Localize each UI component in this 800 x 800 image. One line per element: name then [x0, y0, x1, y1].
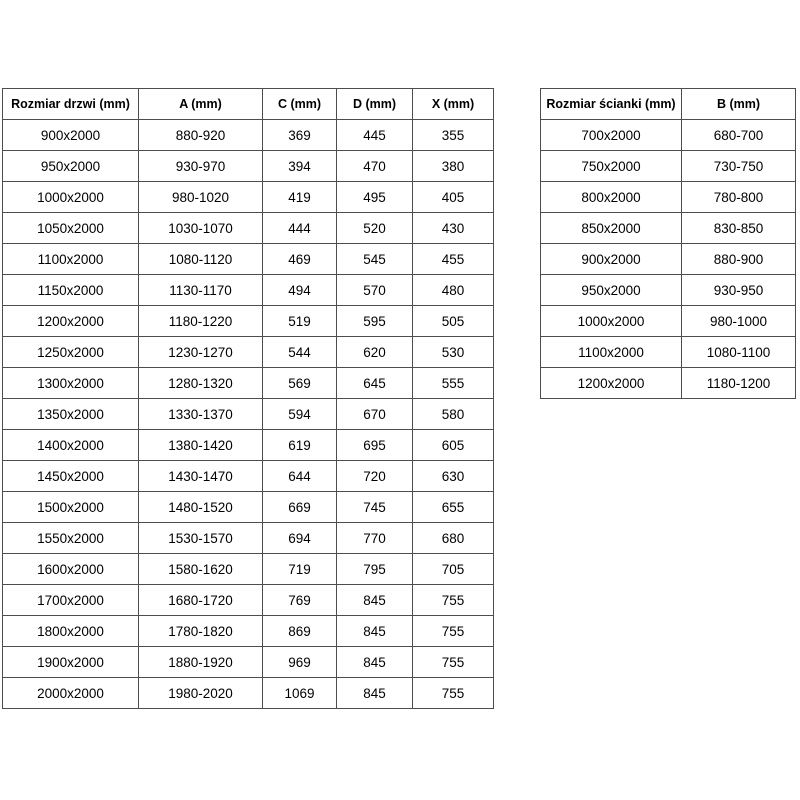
table-cell: 1280-1320: [139, 368, 263, 399]
table-row: [3, 151, 494, 182]
table-cell: 444: [263, 213, 337, 244]
table-cell: 755: [413, 616, 494, 647]
table-cell: 755: [413, 585, 494, 616]
table-cell: 1100x2000: [541, 337, 682, 368]
table-cell: 544: [263, 337, 337, 368]
table-cell: 1000x2000: [3, 182, 139, 213]
table-row: [541, 275, 796, 306]
header-row: [541, 89, 796, 120]
table-cell: 869: [263, 616, 337, 647]
wall-sizes-table: [540, 88, 796, 399]
table-cell: 1530-1570: [139, 523, 263, 554]
table-cell: 1430-1470: [139, 461, 263, 492]
column-header: C (mm): [263, 89, 337, 120]
table-cell: 1550x2000: [3, 523, 139, 554]
table-cell: 930-970: [139, 151, 263, 182]
table-cell: 969: [263, 647, 337, 678]
table-cell: 1180-1220: [139, 306, 263, 337]
table-cell: 580: [413, 399, 494, 430]
table-cell: 1700x2000: [3, 585, 139, 616]
table-cell: 755: [413, 678, 494, 709]
table-cell: 445: [337, 120, 413, 151]
table-cell: 900x2000: [3, 120, 139, 151]
table-row: [541, 306, 796, 337]
table-row: [3, 554, 494, 585]
table-row: [3, 213, 494, 244]
table-cell: 1100x2000: [3, 244, 139, 275]
table-cell: 1780-1820: [139, 616, 263, 647]
table-cell: 780-800: [682, 182, 796, 213]
table-cell: 520: [337, 213, 413, 244]
table-row: [541, 337, 796, 368]
table-cell: 750x2000: [541, 151, 682, 182]
table-cell: 455: [413, 244, 494, 275]
table-cell: 745: [337, 492, 413, 523]
table-cell: 1450x2000: [3, 461, 139, 492]
table-cell: 980-1000: [682, 306, 796, 337]
table-cell: 1350x2000: [3, 399, 139, 430]
table-cell: 394: [263, 151, 337, 182]
table-cell: 1680-1720: [139, 585, 263, 616]
table-cell: 380: [413, 151, 494, 182]
table-cell: 1580-1620: [139, 554, 263, 585]
table-row: [3, 275, 494, 306]
table-cell: 419: [263, 182, 337, 213]
table-cell: 669: [263, 492, 337, 523]
table-cell: 555: [413, 368, 494, 399]
table-row: [541, 182, 796, 213]
table-cell: 1200x2000: [3, 306, 139, 337]
table-cell: 1080-1100: [682, 337, 796, 368]
table-row: [541, 368, 796, 399]
table-row: [3, 120, 494, 151]
table-cell: 845: [337, 647, 413, 678]
table-cell: 720: [337, 461, 413, 492]
table-row: [541, 120, 796, 151]
table-cell: 1030-1070: [139, 213, 263, 244]
table-cell: 1300x2000: [3, 368, 139, 399]
table-cell: 1480-1520: [139, 492, 263, 523]
table-cell: 570: [337, 275, 413, 306]
header-row: [3, 89, 494, 120]
table-cell: 695: [337, 430, 413, 461]
table-cell: 1180-1200: [682, 368, 796, 399]
table-cell: 680-700: [682, 120, 796, 151]
table-cell: 1250x2000: [3, 337, 139, 368]
table-cell: 694: [263, 523, 337, 554]
table-cell: 1980-2020: [139, 678, 263, 709]
table-cell: 630: [413, 461, 494, 492]
column-header: A (mm): [139, 89, 263, 120]
table-row: [3, 678, 494, 709]
column-header: X (mm): [413, 89, 494, 120]
table-cell: 495: [337, 182, 413, 213]
table-cell: 900x2000: [541, 244, 682, 275]
table-cell: 795: [337, 554, 413, 585]
table-cell: 545: [337, 244, 413, 275]
table-cell: 430: [413, 213, 494, 244]
table-cell: 1880-1920: [139, 647, 263, 678]
table-cell: 769: [263, 585, 337, 616]
table-row: [3, 430, 494, 461]
column-header: B (mm): [682, 89, 796, 120]
table-cell: 355: [413, 120, 494, 151]
table-cell: 594: [263, 399, 337, 430]
table-cell: 880-900: [682, 244, 796, 275]
column-header: Rozmiar drzwi (mm): [3, 89, 139, 120]
table-cell: 1150x2000: [3, 275, 139, 306]
table-cell: 1500x2000: [3, 492, 139, 523]
table-row: [3, 492, 494, 523]
table-cell: 845: [337, 585, 413, 616]
table-cell: 494: [263, 275, 337, 306]
table-cell: 620: [337, 337, 413, 368]
table-row: [3, 523, 494, 554]
table-cell: 655: [413, 492, 494, 523]
table-cell: 980-1020: [139, 182, 263, 213]
table-cell: 519: [263, 306, 337, 337]
table-cell: 705: [413, 554, 494, 585]
door-sizes-table: [2, 88, 494, 709]
table-cell: 1080-1120: [139, 244, 263, 275]
table-cell: 605: [413, 430, 494, 461]
table-cell: 1069: [263, 678, 337, 709]
table-cell: 1130-1170: [139, 275, 263, 306]
table-cell: 645: [337, 368, 413, 399]
table-cell: 930-950: [682, 275, 796, 306]
table-row: [3, 306, 494, 337]
table-cell: 700x2000: [541, 120, 682, 151]
table-row: [3, 337, 494, 368]
table-row: [3, 182, 494, 213]
table-cell: 800x2000: [541, 182, 682, 213]
table-cell: 505: [413, 306, 494, 337]
table-cell: 950x2000: [541, 275, 682, 306]
table-cell: 369: [263, 120, 337, 151]
table-cell: 730-750: [682, 151, 796, 182]
table-cell: 644: [263, 461, 337, 492]
table-cell: 845: [337, 678, 413, 709]
table-cell: 1050x2000: [3, 213, 139, 244]
table-row: [541, 151, 796, 182]
table-cell: 845: [337, 616, 413, 647]
table-cell: 595: [337, 306, 413, 337]
table-cell: 755: [413, 647, 494, 678]
table-cell: 670: [337, 399, 413, 430]
column-header: D (mm): [337, 89, 413, 120]
table-cell: 1330-1370: [139, 399, 263, 430]
table-row: [3, 585, 494, 616]
table-cell: 1230-1270: [139, 337, 263, 368]
table-cell: 680: [413, 523, 494, 554]
table-cell: 719: [263, 554, 337, 585]
table-row: [3, 399, 494, 430]
table-cell: 1900x2000: [3, 647, 139, 678]
table-cell: 950x2000: [3, 151, 139, 182]
table-row: [541, 213, 796, 244]
table-cell: 1800x2000: [3, 616, 139, 647]
table-cell: 770: [337, 523, 413, 554]
table-cell: 880-920: [139, 120, 263, 151]
table-cell: 469: [263, 244, 337, 275]
table-row: [541, 244, 796, 275]
column-header: Rozmiar ścianki (mm): [541, 89, 682, 120]
table-row: [3, 244, 494, 275]
table-row: [3, 461, 494, 492]
table-cell: 1200x2000: [541, 368, 682, 399]
table-cell: 1000x2000: [541, 306, 682, 337]
table-cell: 470: [337, 151, 413, 182]
table-row: [3, 616, 494, 647]
table-row: [3, 647, 494, 678]
table-row: [3, 368, 494, 399]
table-cell: 1600x2000: [3, 554, 139, 585]
table-cell: 619: [263, 430, 337, 461]
table-cell: 830-850: [682, 213, 796, 244]
table-cell: 569: [263, 368, 337, 399]
table-cell: 530: [413, 337, 494, 368]
table-cell: 2000x2000: [3, 678, 139, 709]
table-cell: 850x2000: [541, 213, 682, 244]
table-cell: 1380-1420: [139, 430, 263, 461]
table-cell: 480: [413, 275, 494, 306]
table-cell: 1400x2000: [3, 430, 139, 461]
table-cell: 405: [413, 182, 494, 213]
